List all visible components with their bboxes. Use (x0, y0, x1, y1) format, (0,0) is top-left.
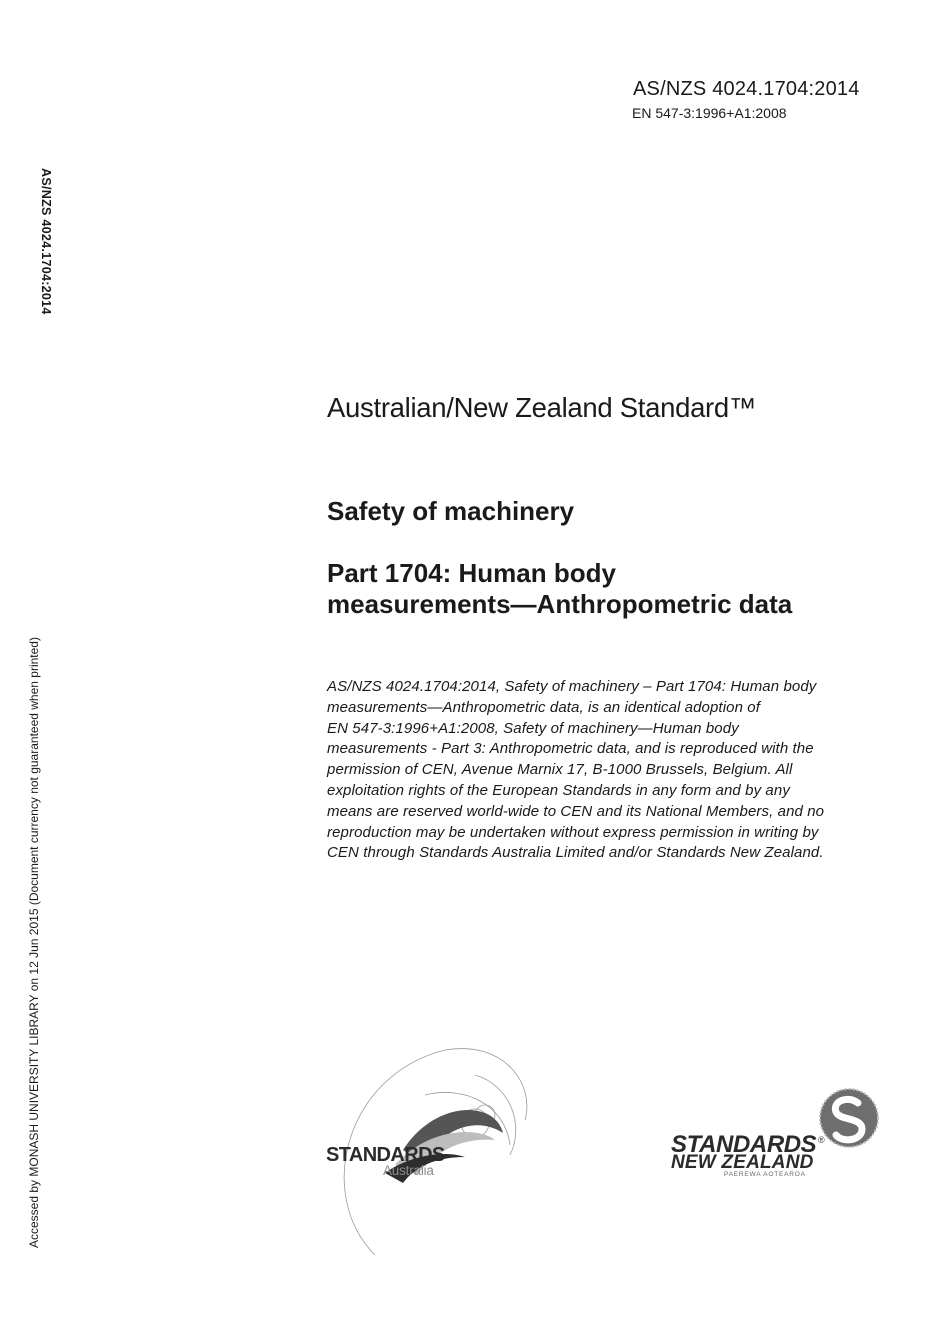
standard-title: Australian/New Zealand Standard™ (327, 392, 757, 423)
standards-nz-country: NEW ZEALAND (671, 1152, 814, 1173)
standards-nz-maori-name: PAEREWA AOTEAROA (724, 1171, 806, 1178)
en-reference: EN 547-3:1996+A1:2008 (632, 105, 787, 121)
registered-mark: ® (818, 1135, 825, 1145)
statement-line: AS/NZS 4024.1704:2014, Safety of machinery – Part 1704: Human body (327, 678, 817, 695)
standards-australia-subtitle: Australia (383, 1163, 434, 1178)
statement-line: means are reserved world-wide to CEN and its National Members, and no (327, 802, 825, 820)
document-topic: Safety of machinery (327, 496, 575, 526)
statement-line: exploitation rights of the European Standards in any form and by any (327, 781, 790, 799)
document-number: AS/NZS 4024.1704:2014 (633, 78, 860, 100)
spine-document-number: AS/NZS 4024.1704:2014 (39, 168, 53, 315)
statement-line: reproduction may be undertaken without express permission in writing by (327, 823, 819, 841)
statement-line: measurements - Part 3: Anthropometric data, and is reproduced with the (327, 740, 814, 758)
access-notice: Accessed by MONASH UNIVERSITY LIBRARY on 12 Jun 2015 (Document currency not guaranteed when printed) (27, 637, 41, 1248)
part-title-line-2: measurements—Anthropometric data (327, 589, 793, 619)
statement-line: EN 547-3:1996+A1:2008, Safety of machinery—Human body (327, 719, 739, 737)
statement-line: measurements—Anthropometric data, is an identical adoption of (327, 698, 760, 716)
standards-nz-emblem-icon (818, 1087, 880, 1149)
standards-nz-wordmark: STANDARDS (671, 1131, 817, 1158)
statement-line: CEN through Standards Australia Limited and/or Standards New Zealand. (327, 844, 824, 862)
adoption-statement (327, 677, 897, 864)
standards-australia-wordmark: STANDARDS (326, 1144, 445, 1166)
part-title (327, 558, 792, 620)
statement-line: permission of CEN, Avenue Marnix 17, B-1000 Brussels, Belgium. All (327, 761, 793, 779)
part-title-line-1: Part 1704: Human body (327, 558, 616, 588)
